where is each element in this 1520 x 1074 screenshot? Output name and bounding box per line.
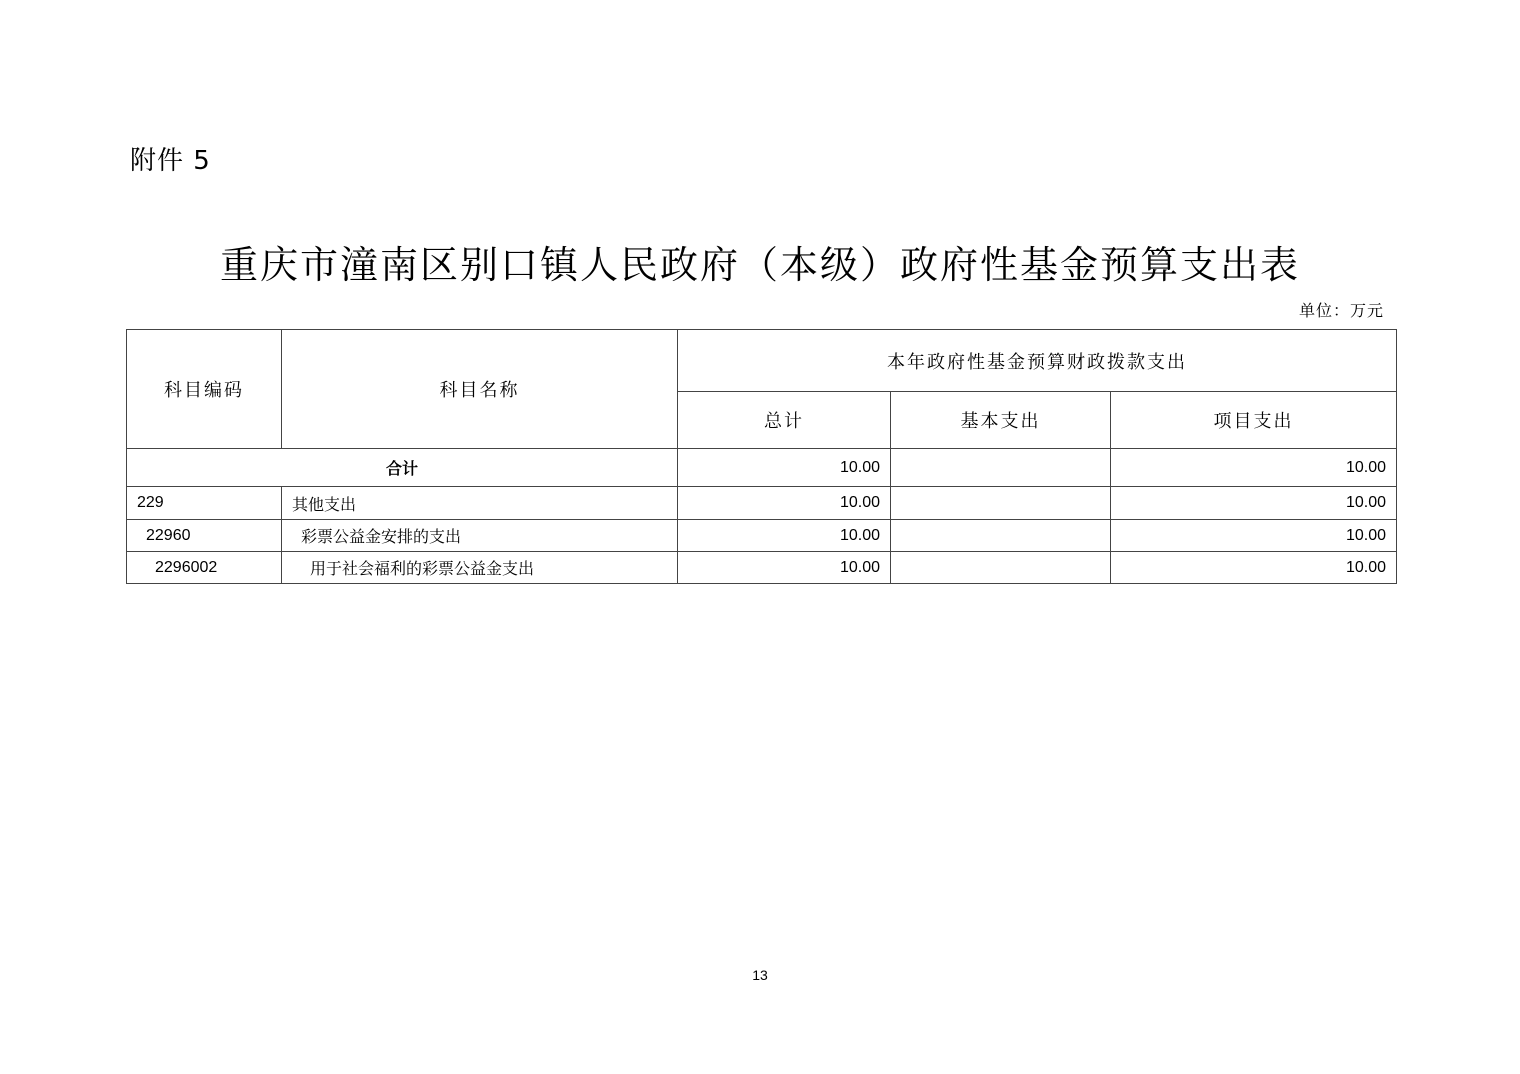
header-name: 科目名称 [282, 330, 678, 449]
total-total: 10.00 [678, 449, 891, 487]
row-project: 10.00 [1111, 487, 1397, 520]
total-basic [891, 449, 1111, 487]
total-label: 合计 [127, 449, 678, 487]
attachment-label: 附件 5 [130, 146, 211, 176]
row-basic [891, 487, 1111, 520]
table-row [127, 520, 1397, 552]
row-name: 彩票公益金安排的支出 [282, 520, 678, 552]
total-row [127, 449, 1397, 487]
page-title: 重庆市潼南区别口镇人民政府（本级）政府性基金预算支出表 [219, 243, 1300, 287]
unit-label: 单位：万元 [1298, 301, 1384, 320]
header-project: 项目支出 [1111, 392, 1397, 449]
budget-table [126, 329, 1397, 584]
header-code: 科目编码 [127, 330, 282, 449]
row-project: 10.00 [1111, 520, 1397, 552]
row-code: 2296002 [127, 552, 282, 584]
row-project: 10.00 [1111, 552, 1397, 584]
row-total: 10.00 [678, 487, 891, 520]
row-total: 10.00 [678, 552, 891, 584]
row-code: 22960 [127, 520, 282, 552]
row-name: 其他支出 [282, 487, 678, 520]
header-row-1 [127, 330, 1397, 392]
total-project: 10.00 [1111, 449, 1397, 487]
header-basic: 基本支出 [891, 392, 1111, 449]
page-number: 13 [752, 967, 768, 983]
header-total: 总计 [678, 392, 891, 449]
table-row [127, 487, 1397, 520]
row-total: 10.00 [678, 520, 891, 552]
row-code: 229 [127, 487, 282, 520]
row-basic [891, 552, 1111, 584]
header-group: 本年政府性基金预算财政拨款支出 [678, 330, 1397, 392]
row-name: 用于社会福利的彩票公益金支出 [282, 552, 678, 584]
table-row [127, 552, 1397, 584]
row-basic [891, 520, 1111, 552]
